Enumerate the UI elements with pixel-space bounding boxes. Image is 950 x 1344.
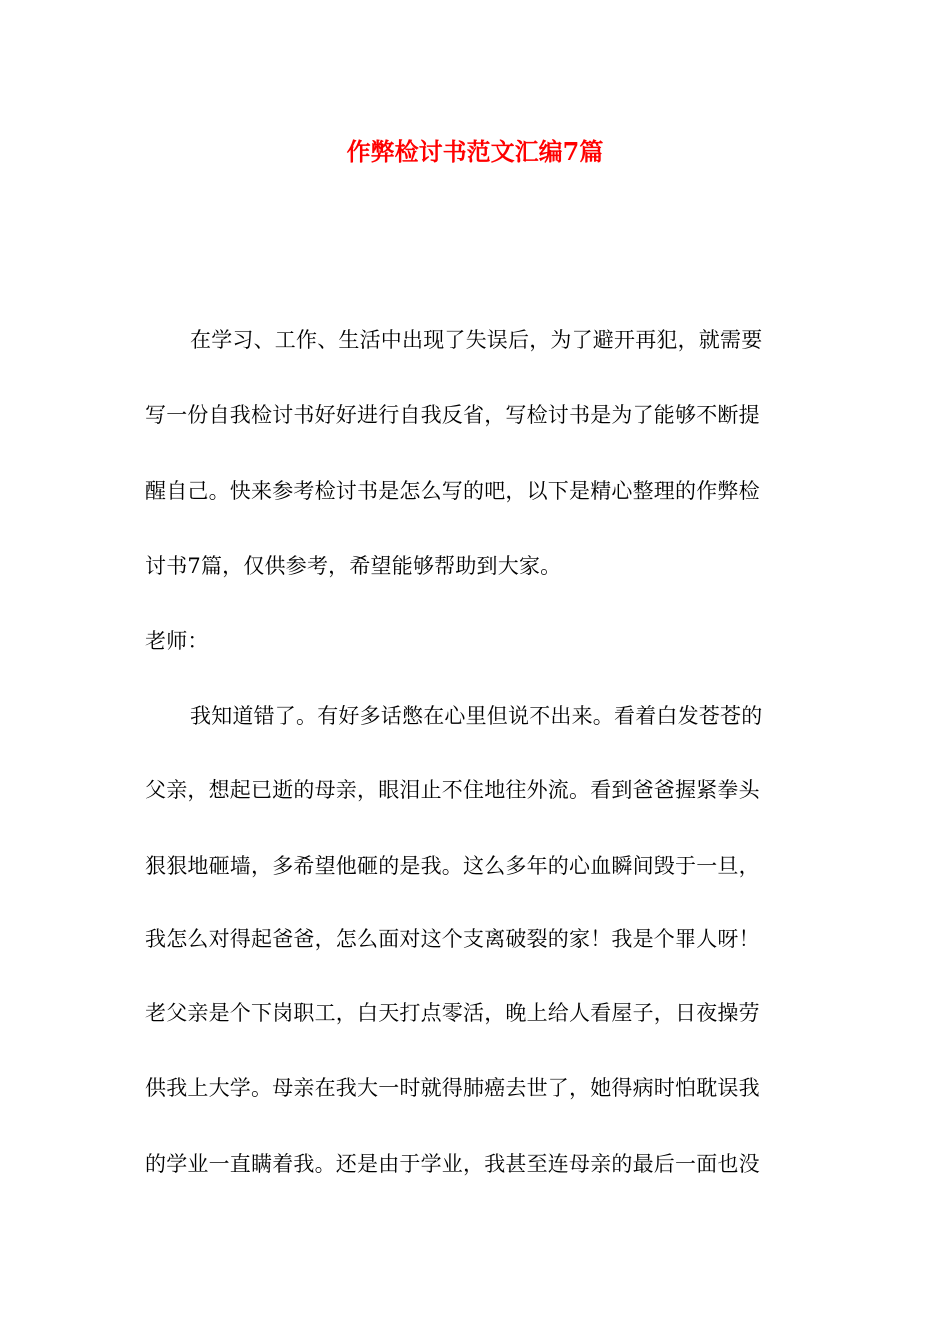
body-line: 老父亲是个下岗职工，白天打点零活，晚上给人看屋子，日夜操劳 xyxy=(145,1001,760,1025)
body-line: 父亲，想起已逝的母亲，眼泪止不住地往外流。看到爸爸握紧拳头 xyxy=(145,778,760,802)
body-line: 我知道错了。有好多话憋在心里但说不出来。看着白发苍苍的 xyxy=(190,704,763,728)
intro-line: 写一份自我检讨书好好进行自我反省，写检讨书是为了能够不断提 xyxy=(145,403,760,427)
intro-line: 在学习、工作、生活中出现了失误后，为了避开再犯，就需要 xyxy=(190,328,763,352)
body-line: 狠狠地砸墙，多希望他砸的是我。这么多年的心血瞬间毁于一旦， xyxy=(145,854,760,878)
body-line: 供我上大学。母亲在我大一时就得肺癌去世了，她得病时怕耽误我 xyxy=(145,1076,760,1100)
intro-line: 醒自己。快来参考检讨书是怎么写的吧，以下是精心整理的作弊检 xyxy=(145,479,760,503)
document-title: 作弊检讨书范文汇编7篇 xyxy=(346,137,604,166)
salutation: 老师： xyxy=(145,629,209,653)
body-line: 我怎么对得起爸爸，怎么面对这个支离破裂的家！我是个罪人呀！ xyxy=(145,927,760,951)
intro-line: 讨书7篇，仅供参考，希望能够帮助到大家。 xyxy=(145,554,562,578)
body-line: 的学业一直瞒着我。还是由于学业，我甚至连母亲的最后一面也没 xyxy=(145,1152,760,1176)
